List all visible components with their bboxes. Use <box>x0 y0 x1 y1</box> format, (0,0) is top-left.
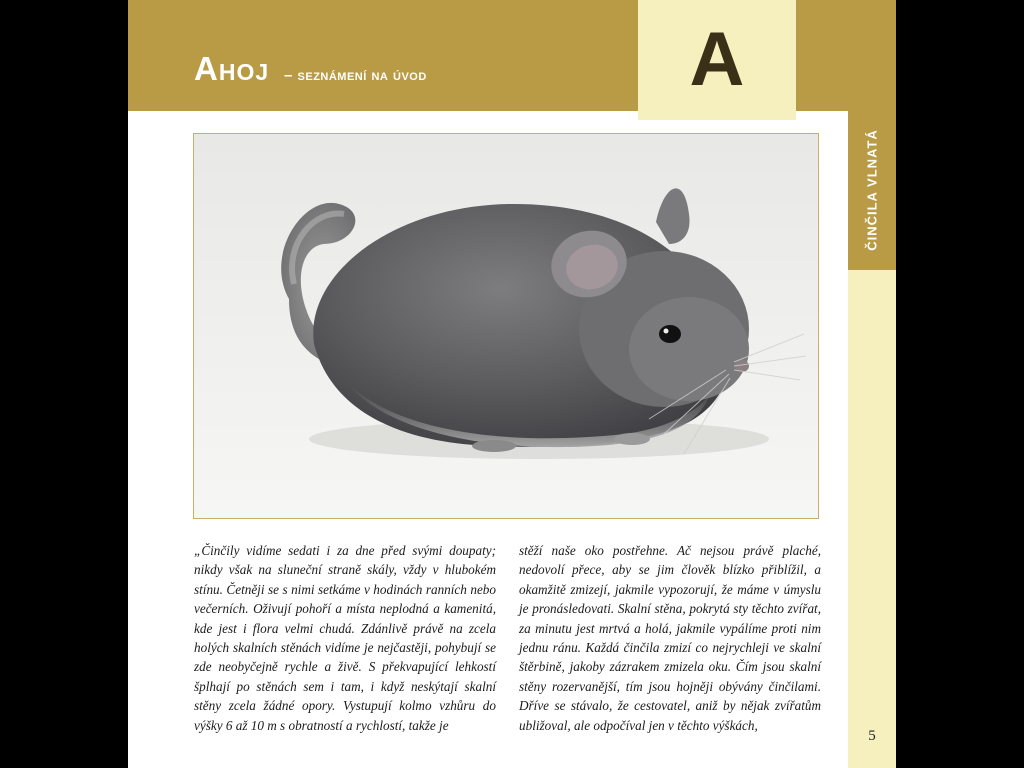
side-strip <box>848 270 896 768</box>
body-text-right-column: stěží naše oko postřehne. Ač nejsou právě plaché, nedovolí přece, aby se jim člověk blízko přiblížil, a okamžitě zmizejí, jakmile vypozorují, že máme v úmyslu je pronásledovati. Skalní stěna, pokrytá sty těchto zvířat, za minutu jest mrtvá a holá, jakmile vypálíme proti nim jednu ránu. Každá činčila zmizí co nejrychleji ve skalní štěrbině, jakoby zázrakem zmizela oku. Čím jsou skalní stěny rozervanější, tím jsou hojněji obývány činčilami. Dříve se stávalo, že cestovatel, aniž by nějak zvířatům ubližoval, ale odpočíval jen v těchto výškách, <box>519 543 821 733</box>
chapter-subtitle: – seznámení na úvod <box>284 67 427 84</box>
body-text-left-column: „Činčily vidíme sedati i za dne před svými doupaty; nikdy však na sluneční straně skály, vždy v hlubokém stínu. Četněji se s nimi setkáme v hodinách ranních nebo večerních. Oživují pohoří a místa neplodná a kamenitá, kde jest i flora velmi chudá. Zdánlivě právě na zcela holých skalních stěnách vidíme je nejčastěji, pohybují se zde neobyčejně rychle a živě. S překvapující lehkostí šplhají po stěnách sem i tam, i když neskýtají skalní stěny zcela žádné opory. Vystupují kolmo vzhůru do výšky 6 až 10 m s obratností a rychlostí, takže je <box>194 543 496 733</box>
chinchilla-photo <box>193 133 819 519</box>
chapter-title <box>194 50 427 88</box>
chapter-title-main: Ahoj <box>194 50 270 87</box>
section-letter-box <box>638 0 796 120</box>
section-letter: A <box>689 17 745 102</box>
side-tab-label: ČINČILA VLNATÁ <box>864 129 880 251</box>
page-number: 5 <box>868 728 876 744</box>
book-page <box>128 0 896 768</box>
